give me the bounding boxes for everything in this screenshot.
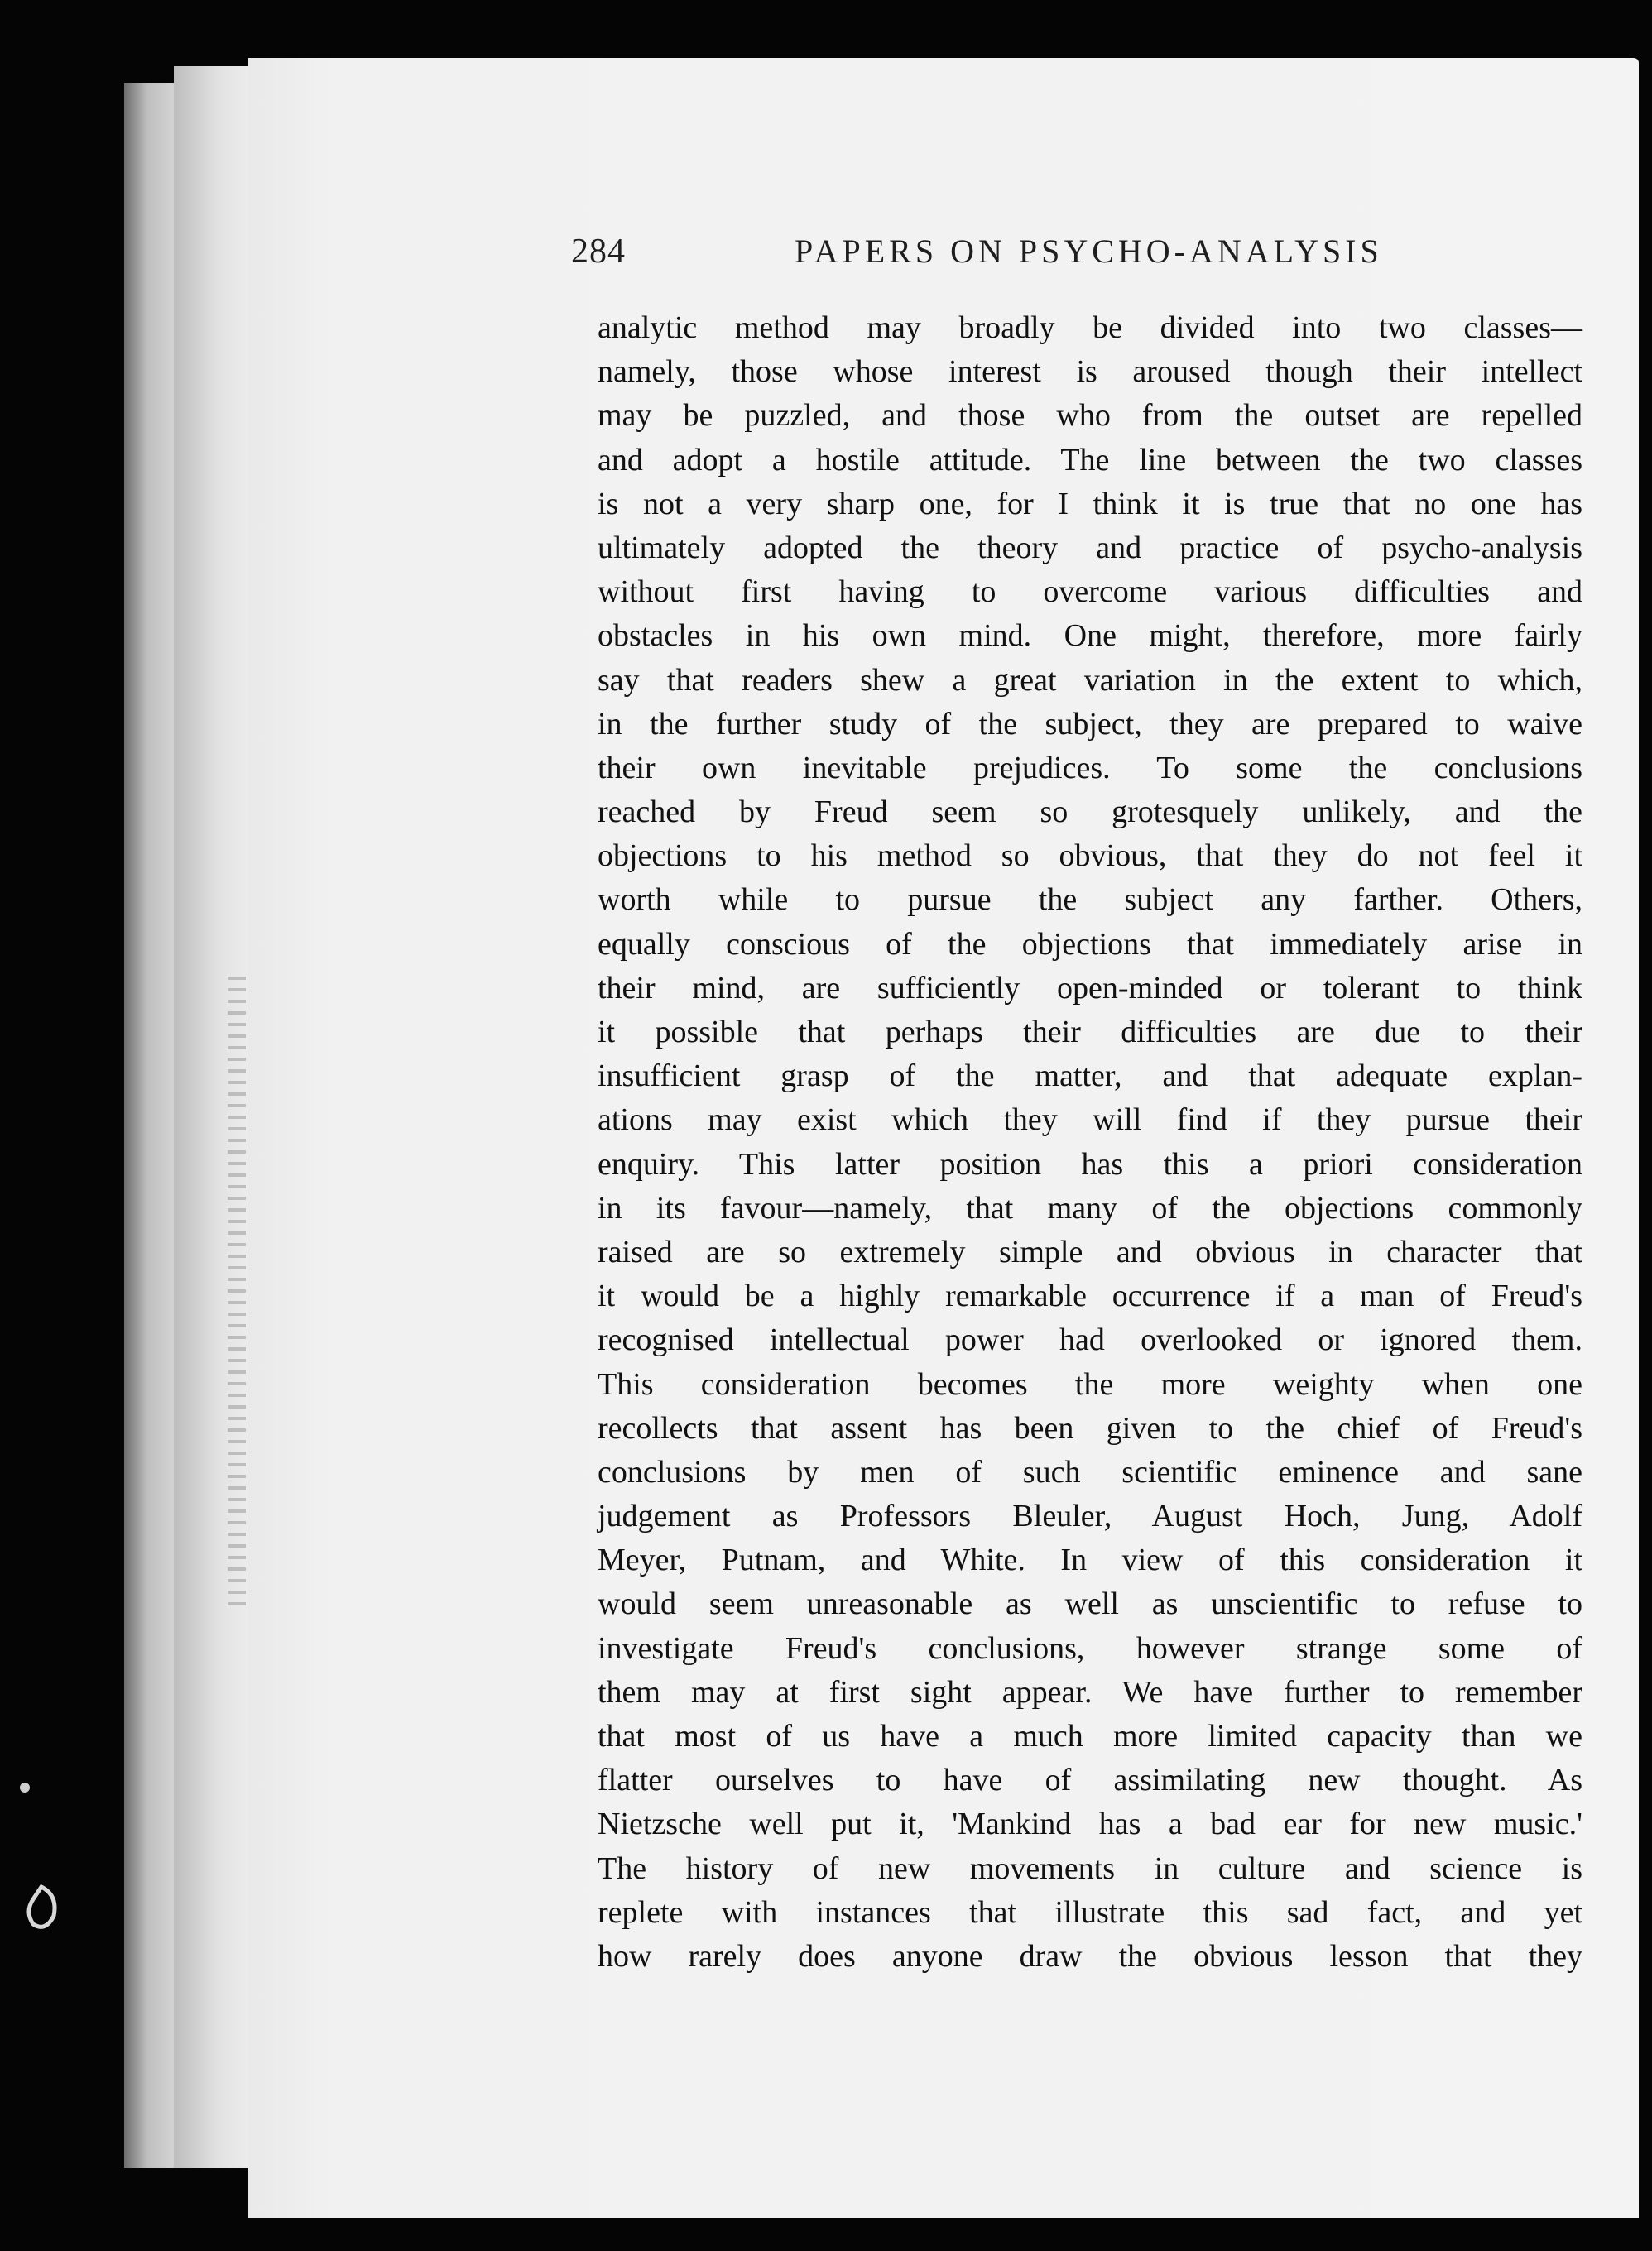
text-line: conclusions by men of such scientific eminence and sane (598, 1454, 1582, 1490)
text-line: analytic method may broadly be divided into two classes— (598, 310, 1582, 345)
text-line: worth while to pursue the subject any farther. Others, (598, 882, 1582, 918)
text-line: is not a very sharp one, for I think it is true that no one has (598, 486, 1582, 521)
text-line: their own inevitable prejudices. To some the conclusions (598, 750, 1582, 785)
text-line: say that readers shew a great variation in the extent to which, (598, 662, 1582, 698)
text-line: judgement as Professors Bleuler, August Hoch, Jung, Adolf (598, 1499, 1582, 1534)
text-line: may be puzzled, and those who from the outset are repelled (598, 398, 1582, 434)
text-line: replete with instances that illustrate this sad fact, and yet (598, 1894, 1582, 1930)
text-line: enquiry. This latter position has this a priori consideration (598, 1146, 1582, 1182)
body-text (598, 306, 1582, 1979)
text-line: The history of new movements in culture and science is (598, 1850, 1582, 1886)
running-title: PAPERS ON PSYCHO-ANALYSIS (795, 233, 1383, 270)
text-line: investigate Freud's conclusions, however strange some of (598, 1630, 1582, 1666)
text-line: recognised intellectual power had overlooked or ignored them. (598, 1322, 1582, 1358)
text-line: raised are so extremely simple and obvious in character that (598, 1234, 1582, 1269)
running-header (571, 232, 1589, 281)
scan-artifact-icon (8, 1771, 74, 1937)
text-line: in its favour—namely, that many of the objections commonly (598, 1190, 1582, 1226)
text-line: in the further study of the subject, they are prepared to waive (598, 706, 1582, 742)
text-line: ations may exist which they will find if they pursue their (598, 1102, 1582, 1138)
text-line: insufficient grasp of the matter, and that adequate explan- (598, 1058, 1582, 1094)
text-line: recollects that assent has been given to the chief of Freud's (598, 1410, 1582, 1446)
text-line: ultimately adopted the theory and practice of psycho-analysis (598, 530, 1582, 565)
text-line: would seem unreasonable as well as unscientific to refuse to (598, 1586, 1582, 1622)
text-line: objections to his method so obvious, that they do not feel it (598, 838, 1582, 874)
text-line: equally conscious of the objections that immediately arise in (598, 926, 1582, 962)
text-line: how rarely does anyone draw the obvious lesson that they (598, 1938, 1582, 1974)
text-line: it would be a highly remarkable occurrence if a man of Freud's (598, 1279, 1582, 1314)
text-line: obstacles in his own mind. One might, therefore, more fairly (598, 618, 1582, 654)
text-line: their mind, are sufficiently open-minded or tolerant to think (598, 970, 1582, 1006)
text-line: reached by Freud seem so grotesquely unlikely, and the (598, 794, 1582, 830)
text-line: it possible that perhaps their difficulties are due to their (598, 1015, 1582, 1049)
text-line: This consideration becomes the more weighty when one (598, 1366, 1582, 1402)
text-line: without first having to overcome various difficulties and (598, 574, 1582, 610)
page-number: 284 (571, 233, 626, 271)
text-line: and adopt a hostile attitude. The line between the two classes (598, 442, 1582, 478)
text-line: Meyer, Putnam, and White. In view of this consideration it (598, 1543, 1582, 1578)
text-line: namely, those whose interest is aroused though their intellect (598, 354, 1582, 390)
text-line: that most of us have a much more limited capacity than we (598, 1719, 1582, 1754)
text-line: flatter ourselves to have of assimilating new thought. As (598, 1763, 1582, 1798)
page-edge-marks (228, 977, 246, 1605)
text-line: Nietzsche well put it, 'Mankind has a bad ear for new music.' (598, 1807, 1582, 1842)
text-line: them may at first sight appear. We have further to remember (598, 1674, 1582, 1710)
